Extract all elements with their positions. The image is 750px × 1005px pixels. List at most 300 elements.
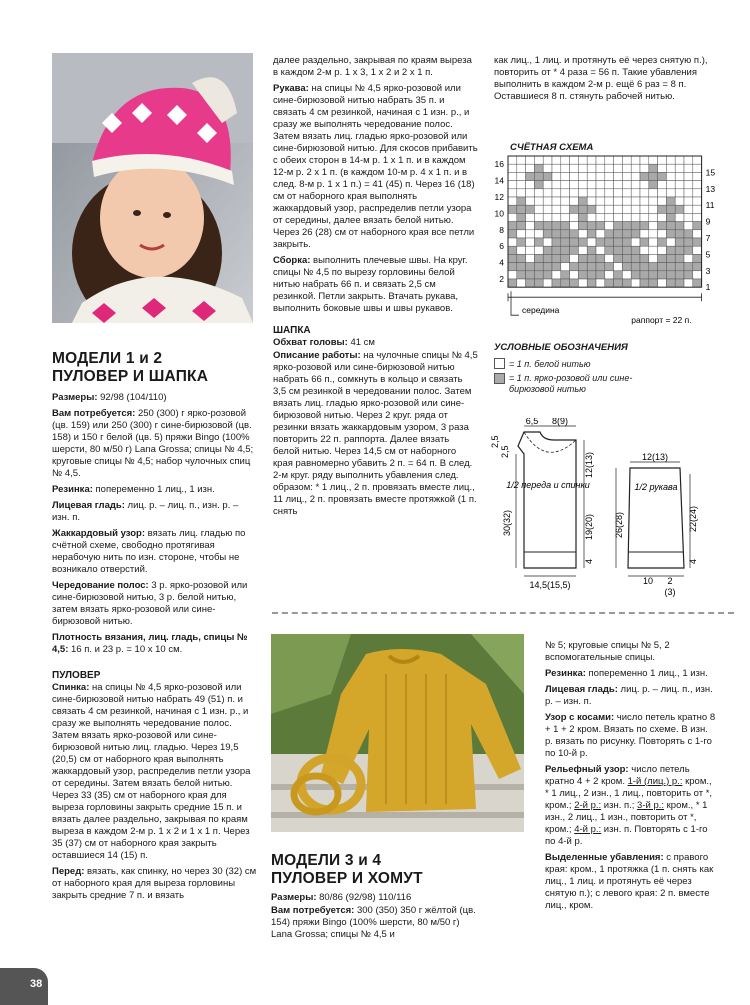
chart-cell: [570, 254, 579, 262]
dim-12-13-sleeve: 12(13): [641, 452, 669, 462]
chart-cell: [578, 279, 587, 287]
chart-cell: [675, 189, 684, 197]
need-text: 250 (300) г ярко-розовой (цв. 159) или 250 (300) г сине-бирюзовой (цв. 158) и 150 г белой (цв. 5) пряжи Bingo (100% шерсти, 80 м/50 г) Lana Grossa; спицы № 4,5; круговые спицы № 4,5; набор чулочных спиц № 4,5.: [52, 408, 254, 479]
chart-cell: [675, 238, 684, 246]
chart-cell: [561, 246, 570, 254]
chart-cell: [570, 164, 579, 172]
chart-cell: [640, 164, 649, 172]
chart-cell: [552, 222, 561, 230]
legend-pink-text: = 1 п. ярко-розовой или сине-бирюзовой нитью: [509, 373, 633, 394]
decrease-text: с правого края: кром., 1 протяжка (1 п. снять как лиц., 1 лиц. и протянуть её через снятую п.); с левого края: 2 п. вместе лиц., кром.: [545, 852, 714, 911]
chart-cell: [534, 205, 543, 213]
chart-cell: [640, 230, 649, 238]
chart-cell: [552, 156, 561, 164]
chart-cell: [614, 254, 623, 262]
chart-cell: [578, 205, 587, 213]
chart-cell: [649, 197, 658, 205]
assembly-label: Сборка:: [273, 255, 311, 266]
chart-cell: [543, 205, 552, 213]
chart-cell: [587, 222, 596, 230]
chart-cell: [596, 230, 605, 238]
models34-title-1: МОДЕЛИ 3 и 4: [271, 852, 382, 869]
chart-cell: [552, 172, 561, 180]
chart-cell: [517, 164, 526, 172]
sleeves-label: Рукава:: [273, 83, 309, 94]
chart-cell: [684, 279, 693, 287]
chart-cell: [614, 279, 623, 287]
page-number: 38: [0, 968, 48, 1005]
chart-cell: [561, 238, 570, 246]
chart-cell: [658, 271, 667, 279]
relief-row1: 1-й (лиц.) р.:: [627, 776, 683, 787]
chart-cell: [561, 263, 570, 271]
chart-cell: [640, 263, 649, 271]
chart-cell: [561, 172, 570, 180]
col2-continued-text: далее раздельно, закрывая по краям выреза в каждом 2-м р. 1 х 3, 1 х 2 и 2 х 1 п.: [273, 55, 472, 78]
chart-cell: [622, 238, 631, 246]
hat-desc-text: на чулочные спицы № 4,5 ярко-розовой или сине-бирюзовой нитью набрать 66 п., сомкнуть в кольцо и связать 3,5 см резинкой в чередовании полос. Затем вязать лиц. гладью ярко-розовой или сине-бирюзовой нитью. Через 2 круг. ряда от резинки вязать жаккардовым узором, 3 раза повторить 22 п. раппорта. Далее вязать белой нитью. Через 14,5 см от наборного края равномерно убавить 2 п. = 64 п. В след. 2-м круг. ряду выполнить убавления след. образом: * 1 лиц., 2 п. провязать вместе лиц., 11 лиц., 2 п. провязать вместе протяжкой (1 п. снять: [273, 350, 478, 517]
chart-cell: [561, 189, 570, 197]
chart-cell: [596, 271, 605, 279]
chart-cell: [605, 279, 614, 287]
chart-cell: [578, 263, 587, 271]
chart-cell: [534, 164, 543, 172]
chart-cell: [578, 230, 587, 238]
chart-cell: [526, 263, 535, 271]
chart-cell: [658, 254, 667, 262]
chart-cell: [631, 197, 640, 205]
dim-30-32: 30(32): [502, 509, 512, 536]
chart-cell: [675, 263, 684, 271]
chart-cell: [693, 197, 702, 205]
sizes-label: Размеры:: [52, 392, 98, 403]
chart-cell: [526, 230, 535, 238]
chart-cell: [693, 246, 702, 254]
chart-row-label-right: 7: [705, 233, 711, 243]
front-piece-label: 1/2 переда и спинки: [506, 480, 590, 490]
chart-cell: [534, 246, 543, 254]
chart-cell: [640, 213, 649, 221]
chart-cell: [666, 263, 675, 271]
chart-cell: [543, 164, 552, 172]
chart-cell: [596, 164, 605, 172]
sizes-text: 92/98 (104/110): [97, 392, 167, 403]
chart-cell: [508, 197, 517, 205]
cable-label: Узор с косами:: [545, 712, 615, 723]
chart-cell: [508, 263, 517, 271]
chart-cell: [543, 254, 552, 262]
chart-cell: [622, 213, 631, 221]
chart-cell: [578, 238, 587, 246]
chart-cell: [596, 181, 605, 189]
chart-cell: [508, 164, 517, 172]
chart-cell: [605, 172, 614, 180]
chart-cell: [517, 189, 526, 197]
chart-cell: [552, 205, 561, 213]
chart-cell: [552, 197, 561, 205]
chart-cell: [693, 271, 702, 279]
chart-cell: [605, 238, 614, 246]
models12-title-2: ПУЛОВЕР И ШАПКА: [52, 368, 209, 385]
chart-cell: [631, 279, 640, 287]
chart-cell: [631, 181, 640, 189]
assembly-text: выполнить плечевые швы. На круг. спицы № 4,5 по вырезу горловины белой нитью набрать 66 п. и связать 2,5 см резинкой. Петли закрыть. Втачать рукава, выполнить боковые швы и швы рукавов.: [273, 255, 468, 314]
chart-cell: [666, 213, 675, 221]
rib-label: Резинка:: [52, 484, 93, 495]
chart-cell: [622, 230, 631, 238]
sleeve-label: 1/2 рукава: [634, 482, 678, 492]
chart-cell: [534, 263, 543, 271]
chart-cell: [534, 279, 543, 287]
chart-cell: [622, 222, 631, 230]
chart-row-label-right: 11: [705, 200, 715, 211]
chart-cell: [587, 271, 596, 279]
chart-cell: [658, 246, 667, 254]
chart-cell: [684, 189, 693, 197]
chart-cell: [517, 246, 526, 254]
dim-4-a: 4: [584, 558, 594, 564]
chart-cell: [543, 213, 552, 221]
dim-2-5-b: 2,5: [500, 445, 510, 458]
chart-cell: [517, 238, 526, 246]
chart-cell: [517, 222, 526, 230]
chart-cell: [570, 197, 579, 205]
chart-cell: [631, 246, 640, 254]
chart-row-label-left: 12: [494, 192, 504, 202]
chart-cell: [666, 156, 675, 164]
chart-cell: [684, 172, 693, 180]
chart-cell: [675, 164, 684, 172]
chart-cell: [693, 213, 702, 221]
chart-cell: [596, 254, 605, 262]
chart-cell: [666, 164, 675, 172]
chart-cell: [649, 222, 658, 230]
chart-cell: [605, 271, 614, 279]
chart-cell: [622, 189, 631, 197]
jacquard-text: вязать лиц. гладью по счётной схеме, свободно протягивая нерабочую нить по изн. стороне, чтобы не возникало отверстий.: [52, 528, 246, 575]
chart-cell: [658, 156, 667, 164]
dim-2: 2: [667, 576, 673, 586]
chart-cell: [666, 254, 675, 262]
chart-cell: [631, 254, 640, 262]
chart-cell: [605, 181, 614, 189]
chart-cell: [578, 164, 587, 172]
chart-center-arrow: [511, 291, 519, 315]
chart-cell: [640, 189, 649, 197]
chart-cell: [517, 279, 526, 287]
chart-cell: [693, 238, 702, 246]
chart-cell: [517, 230, 526, 238]
chart-cell: [649, 189, 658, 197]
chart-cell: [570, 246, 579, 254]
chart-cell: [649, 164, 658, 172]
chart-cell: [508, 279, 517, 287]
chart-cell: [587, 189, 596, 197]
chart-cell: [570, 172, 579, 180]
chart-cell: [658, 279, 667, 287]
legend: [494, 342, 714, 395]
relief-row2: 2-й р.:: [574, 800, 602, 811]
chart-cell: [666, 246, 675, 254]
chart-cell: [631, 263, 640, 271]
chart-cell: [675, 254, 684, 262]
chart-cell: [552, 279, 561, 287]
chart-cell: [508, 271, 517, 279]
chart-cell: [658, 205, 667, 213]
chart-cell: [587, 156, 596, 164]
chart-cell: [631, 238, 640, 246]
chart-cell: [684, 271, 693, 279]
chart-cell: [640, 222, 649, 230]
chart-cell: [614, 271, 623, 279]
chart-cell: [605, 205, 614, 213]
chart-cell: [517, 156, 526, 164]
chart-cell: [534, 156, 543, 164]
chart-cell: [543, 156, 552, 164]
chart-cell: [543, 271, 552, 279]
rib34-text: попеременно 1 лиц., 1 изн.: [585, 668, 708, 679]
chart-row-label-left: 4: [499, 257, 504, 268]
photo-girl-hat: [52, 53, 253, 323]
chart-cell: [543, 263, 552, 271]
chart-cell: [570, 279, 579, 287]
chart-cell: [561, 222, 570, 230]
front-text: вязать, как спинку, но через 30 (32) см от наборного края для выреза горловины закрыть средние 7 п. и вязать: [52, 866, 257, 901]
chart-cell: [614, 213, 623, 221]
chart-cell: [587, 213, 596, 221]
chart-cell: [587, 181, 596, 189]
chart-cell: [684, 238, 693, 246]
relief-text-c: изн. п.;: [601, 800, 638, 811]
girth-label: Обхват головы:: [273, 337, 348, 348]
column-1: [52, 350, 257, 906]
chart-cell: [578, 172, 587, 180]
chart-cell: [596, 279, 605, 287]
chart-cell: [605, 246, 614, 254]
st34-label: Лицевая гладь:: [545, 684, 618, 695]
chart-cell: [693, 189, 702, 197]
chart-cell: [578, 213, 587, 221]
chart-cell: [508, 246, 517, 254]
need-label: Вам потребуется:: [52, 408, 136, 419]
dim-26-28: 26(28): [614, 511, 624, 538]
chart-cell: [649, 246, 658, 254]
chart-cell: [675, 246, 684, 254]
chart-cell: [578, 197, 587, 205]
stockinette-label: Лицевая гладь:: [52, 500, 125, 511]
chart-cell: [543, 238, 552, 246]
chart-cell: [578, 222, 587, 230]
relief-text-a: число петель кратно 4 + 2 кром.: [545, 764, 690, 787]
dim-8-9: 8(9): [551, 418, 569, 426]
chart-cell: [666, 279, 675, 287]
chart-row-label-left: 2: [499, 274, 504, 284]
chart-cell: [614, 156, 623, 164]
chart-cell: [508, 181, 517, 189]
chart-cell: [693, 279, 702, 287]
chart-cell: [570, 205, 579, 213]
relief-row4: 4-й р.:: [574, 824, 602, 835]
chart-cell: [561, 213, 570, 221]
chart-cell: [561, 279, 570, 287]
chart-cell: [526, 279, 535, 287]
chart-cell: [526, 205, 535, 213]
chart-cell: [605, 213, 614, 221]
chart-cell: [526, 156, 535, 164]
chart-cell: [693, 263, 702, 271]
chart-cell: [552, 189, 561, 197]
chart-cell: [543, 172, 552, 180]
chart-cell: [614, 189, 623, 197]
chart-cell: [570, 213, 579, 221]
chart-cell: [640, 246, 649, 254]
chart-cell: [658, 189, 667, 197]
chart-cell: [596, 172, 605, 180]
st34-text: лиц. р. – лиц. п., изн. р. – изн. п.: [545, 684, 713, 707]
chart-cell: [675, 213, 684, 221]
chart-cell: [517, 213, 526, 221]
dim-19-20: 19(20): [584, 513, 594, 540]
section-divider: [272, 612, 734, 614]
chart-cell: [675, 230, 684, 238]
chart-cell: [640, 279, 649, 287]
chart-cell: [640, 254, 649, 262]
chart-cell: [578, 246, 587, 254]
dim-10: 10: [642, 576, 654, 586]
chart-cell: [675, 279, 684, 287]
chart-cell: [587, 279, 596, 287]
chart-cell: [631, 189, 640, 197]
chart-cell: [640, 271, 649, 279]
chart-cell: [596, 213, 605, 221]
chart-cell: [561, 181, 570, 189]
legend-white-swatch: [494, 358, 505, 369]
chart-cell: [640, 156, 649, 164]
chart-cell: [666, 172, 675, 180]
chart-cell: [561, 156, 570, 164]
chart-cell: [622, 197, 631, 205]
chart-cell: [614, 172, 623, 180]
chart-cell: [561, 230, 570, 238]
stockinette-text: лиц. р. – лиц. п., изн. р. – изн. п.: [52, 500, 239, 523]
chart-cell: [658, 213, 667, 221]
chart-cell: [526, 213, 535, 221]
chart-cell: [684, 263, 693, 271]
chart-cell: [534, 189, 543, 197]
chart-cell: [552, 213, 561, 221]
chart-repeat-label: раппорт = 22 п.: [631, 315, 692, 326]
chart-cell: [684, 181, 693, 189]
chart-cell: [614, 222, 623, 230]
chart-cell: [649, 172, 658, 180]
chart-cell: [631, 172, 640, 180]
chart-cell: [605, 254, 614, 262]
chart-cell: [570, 263, 579, 271]
chart-cell: [570, 222, 579, 230]
dim-12-13: 12(13): [584, 451, 594, 478]
chart-cell: [508, 238, 517, 246]
chart-cell: [543, 222, 552, 230]
chart-cell: [658, 172, 667, 180]
chart-cell: [658, 230, 667, 238]
chart-cell: [666, 189, 675, 197]
chart-row-label-right: 3: [705, 265, 711, 276]
chart-cell: [517, 181, 526, 189]
sizes34-text: 80/86 (92/98) 110/116: [316, 892, 412, 903]
girth-text: 41 см: [347, 337, 375, 348]
chart-cell: [508, 230, 517, 238]
stripes-label: Чередование полос:: [52, 580, 149, 591]
chart-row-label-right: 13: [705, 183, 716, 194]
chart-cell: [578, 189, 587, 197]
chart-cell: [666, 238, 675, 246]
chart-cell: [658, 181, 667, 189]
dim-6-5: 6,5: [525, 418, 539, 426]
chart-cell: [684, 230, 693, 238]
chart-cell: [534, 254, 543, 262]
chart-cell: [596, 156, 605, 164]
chart-cell: [684, 156, 693, 164]
gauge-text: 16 п. и 23 р. = 10 х 10 см.: [68, 644, 183, 655]
relief-label: Рельефный узор:: [545, 764, 629, 775]
chart-cell: [622, 205, 631, 213]
chart-cell: [526, 238, 535, 246]
chart-cell: [684, 197, 693, 205]
chart-cell: [614, 164, 623, 172]
chart-cell: [614, 263, 623, 271]
chart-cell: [587, 172, 596, 180]
back-label: Спинка:: [52, 682, 90, 693]
chart-cell: [675, 156, 684, 164]
chart-cell: [508, 172, 517, 180]
chart-cell: [578, 271, 587, 279]
chart-cell: [517, 172, 526, 180]
chart-cell: [587, 230, 596, 238]
chart-cell: [508, 189, 517, 197]
chart-cell: [561, 271, 570, 279]
chart-cell: [526, 164, 535, 172]
column-2: [273, 55, 478, 522]
chart-cell: [534, 197, 543, 205]
chart-cell: [534, 238, 543, 246]
chart-cell: [649, 213, 658, 221]
chart-cell: [666, 271, 675, 279]
chart-cell: [675, 205, 684, 213]
need34-label: Вам потребуется:: [271, 905, 355, 916]
chart-cell: [587, 246, 596, 254]
chart-cell: [631, 164, 640, 172]
chart-cell: [508, 254, 517, 262]
chart-cell: [684, 164, 693, 172]
chart-cell: [693, 230, 702, 238]
chart-cell: [543, 181, 552, 189]
chart-row-label-right: 15: [705, 167, 716, 178]
chart-cell: [622, 164, 631, 172]
chart-cell: [631, 271, 640, 279]
legend-white-text: = 1 п. белой нитью: [509, 359, 591, 369]
chart-cell: [578, 156, 587, 164]
chart-cell: [649, 279, 658, 287]
chart-cell: [552, 230, 561, 238]
chart-cell: [684, 222, 693, 230]
dim-2-5-a: 2,5: [490, 435, 500, 448]
chart-cell: [517, 263, 526, 271]
chart-cell: [658, 222, 667, 230]
chart-row-label-right: 1: [705, 282, 711, 293]
chart-cell: [675, 181, 684, 189]
chart-cell: [605, 164, 614, 172]
legend-pink-swatch: [494, 373, 505, 384]
